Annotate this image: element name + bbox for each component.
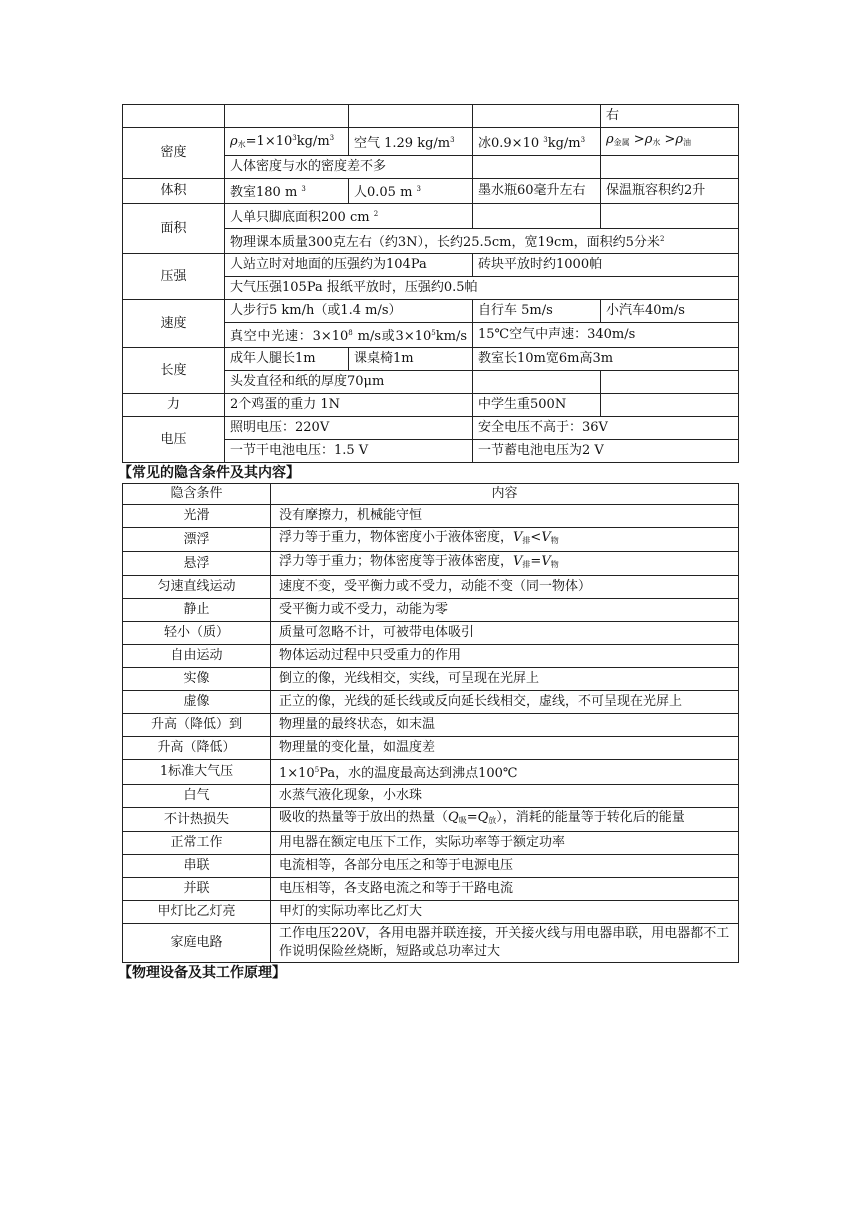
content-cell: 浮力等于重力；物体密度等于液体密度，$V_排=V_物$	[271, 552, 739, 576]
table-row	[123, 901, 739, 924]
category-pressure: 压强	[123, 254, 225, 300]
condition-cell: 串联	[123, 855, 271, 878]
condition-cell: 实像	[123, 668, 271, 691]
category-voltage: 电压	[123, 417, 225, 463]
table-cell: 墨水瓶60毫升左右	[473, 179, 601, 204]
condition-cell: 匀速直线运动	[123, 576, 271, 599]
table-cell	[225, 105, 349, 128]
condition-cell: 甲灯比乙灯亮	[123, 901, 271, 924]
category-length: 长度	[123, 348, 225, 394]
table-cell	[123, 105, 225, 128]
table-row	[123, 785, 739, 808]
table-cell: 照明电压：220V	[225, 417, 473, 440]
table-row	[123, 691, 739, 714]
column-header-content: 内容	[271, 484, 739, 505]
table-cell: 成年人腿长1m	[225, 348, 349, 371]
category-volume: 体积	[123, 179, 225, 204]
table-row	[123, 348, 739, 371]
hidden-conditions-heading: 【常见的隐含条件及其内容】	[118, 465, 300, 481]
condition-cell: 光滑	[123, 505, 271, 528]
table-cell	[601, 204, 739, 229]
table-cell: 人0.05 m $^3$	[349, 179, 473, 204]
table-cell	[349, 105, 473, 128]
table-cell: 一节蓄电池电压为2 V	[473, 440, 739, 463]
content-cell: 工作电压220V，各用电器并联连接，开关接火线与用电器串联，用电器都不工作说明保险丝烧断，短路或总功率过大	[271, 924, 739, 963]
table-row	[123, 300, 739, 323]
table-cell: 人单只脚底面积200 cm $^2$	[225, 204, 473, 229]
category-speed: 速度	[123, 300, 225, 348]
content-cell: 正立的像，光线的延长线或反向延长线相交，虚线，不可呈现在光屏上	[271, 691, 739, 714]
table-cell: 一节干电池电压：1.5 V	[225, 440, 473, 463]
table-cell: 小汽车40m/s	[601, 300, 739, 323]
table-row	[123, 924, 739, 963]
table-cell: 真空中光速：$3\times 10^8$ m/s或$3\times 10^5km/s$	[225, 323, 473, 348]
table-cell: 15℃空气中声速：340m/s	[473, 323, 739, 348]
table-row	[123, 552, 739, 576]
table-cell: 冰0.9×10 $^3kg/m^3$	[473, 128, 601, 156]
condition-cell: 悬浮	[123, 552, 271, 576]
content-cell: 物理量的变化量，如温度差	[271, 737, 739, 760]
table-cell	[473, 156, 601, 179]
table-row	[123, 505, 739, 528]
table-header-row	[123, 484, 739, 505]
table-row	[123, 760, 739, 785]
content-cell: 用电器在额定电压下工作，实际功率等于额定功率	[271, 832, 739, 855]
column-header-condition: 隐含条件	[123, 484, 271, 505]
table-cell: 砖块平放时约1000帕	[473, 254, 739, 277]
content-cell: 吸收的热量等于放出的热量$(Q_吸=Q_放)$，消耗的能量等于转化后的能量	[271, 808, 739, 832]
equipment-heading: 【物理设备及其工作原理】	[118, 965, 286, 981]
table-cell: 保温瓶容积约2升	[601, 179, 739, 204]
table-row	[123, 179, 739, 204]
condition-cell: 自由运动	[123, 645, 271, 668]
table-row	[123, 254, 739, 277]
table-cell: 头发直径和纸的厚度70μm	[225, 371, 473, 394]
condition-cell: 升高（降低）	[123, 737, 271, 760]
content-cell: 物体运动过程中只受重力的作用	[271, 645, 739, 668]
table-cell: 教室180 m $^3$	[225, 179, 349, 204]
table-row	[123, 105, 739, 128]
table-row	[123, 832, 739, 855]
content-cell: 受平衡力或不受力，动能为零	[271, 599, 739, 622]
table-cell: 安全电压不高于：36V	[473, 417, 739, 440]
table-cell	[473, 204, 601, 229]
table-cell: 人站立时对地面的压强约为104Pa	[225, 254, 473, 277]
table-row	[123, 576, 739, 599]
table-row	[123, 737, 739, 760]
content-cell: 水蒸气液化现象，小水珠	[271, 785, 739, 808]
table-row	[123, 394, 739, 417]
page	[118, 104, 738, 983]
table-cell: $\rho_水=1\times 10^3kg/m^3$	[225, 128, 349, 156]
table-cell: 课桌椅1m	[349, 348, 473, 371]
table-cell: 自行车 5m/s	[473, 300, 601, 323]
table-row	[123, 668, 739, 691]
table-cell: 中学生重500N	[473, 394, 601, 417]
condition-cell: 升高（降低）到	[123, 714, 271, 737]
condition-cell: 漂浮	[123, 528, 271, 552]
table-cell	[473, 371, 601, 394]
content-cell: 速度不变，受平衡力或不受力，动能不变（同一物体）	[271, 576, 739, 599]
content-cell: 倒立的像，光线相交，实线，可呈现在光屏上	[271, 668, 739, 691]
magnitude-table	[122, 104, 739, 463]
table-cell	[601, 156, 739, 179]
table-row	[123, 204, 739, 229]
condition-cell: 并联	[123, 878, 271, 901]
table-cell: 教室长10m宽6m高3m	[473, 348, 739, 371]
content-cell: 质量可忽略不计，可被带电体吸引	[271, 622, 739, 645]
table-cell	[601, 394, 739, 417]
table-row	[123, 714, 739, 737]
table-cell: 右	[601, 105, 739, 128]
table-cell: 物理课本质量300克左右（约3N），长约25.5cm，宽19cm，面积约5分米$^2$	[225, 229, 739, 254]
condition-cell: 虚像	[123, 691, 271, 714]
condition-cell: 家庭电路	[123, 924, 271, 963]
table-cell: 2个鸡蛋的重力 1N	[225, 394, 473, 417]
table-cell: 人体密度与水的密度差不多	[225, 156, 473, 179]
table-cell	[473, 105, 601, 128]
content-cell: $1\times 10^5Pa$，水的温度最高达到沸点100℃	[271, 760, 739, 785]
table-row	[123, 622, 739, 645]
table-cell: $\rho_{金属} >\rho_水 >\rho_油$	[601, 128, 739, 156]
table-cell: 空气 1.29 $kg/m^3$	[349, 128, 473, 156]
table-row	[123, 128, 739, 156]
table-cell: 人步行5 km/h（或1.4 m/s）	[225, 300, 473, 323]
table-row	[123, 645, 739, 668]
condition-cell: 1标准大气压	[123, 760, 271, 785]
condition-cell: 静止	[123, 599, 271, 622]
table-row	[123, 417, 739, 440]
condition-cell: 轻小（质）	[123, 622, 271, 645]
table-cell: 大气压强105Pa 报纸平放时，压强约0.5帕	[225, 277, 739, 300]
content-cell: 没有摩擦力，机械能守恒	[271, 505, 739, 528]
table-row	[123, 528, 739, 552]
content-cell: 甲灯的实际功率比乙灯大	[271, 901, 739, 924]
table-cell	[601, 371, 739, 394]
table-row	[123, 808, 739, 832]
table-row	[123, 599, 739, 622]
content-cell: 电压相等，各支路电流之和等于干路电流	[271, 878, 739, 901]
content-cell: 电流相等，各部分电压之和等于电源电压	[271, 855, 739, 878]
category-force: 力	[123, 394, 225, 417]
condition-cell: 不计热损失	[123, 808, 271, 832]
content-cell: 物理量的最终状态，如末温	[271, 714, 739, 737]
condition-cell: 正常工作	[123, 832, 271, 855]
hidden-conditions-table	[122, 483, 739, 963]
category-density: 密度	[123, 128, 225, 179]
table-row	[123, 878, 739, 901]
category-area: 面积	[123, 204, 225, 254]
table-row	[123, 855, 739, 878]
content-cell: 浮力等于重力，物体密度小于液体密度，$V_排<V_物$	[271, 528, 739, 552]
condition-cell: 白气	[123, 785, 271, 808]
